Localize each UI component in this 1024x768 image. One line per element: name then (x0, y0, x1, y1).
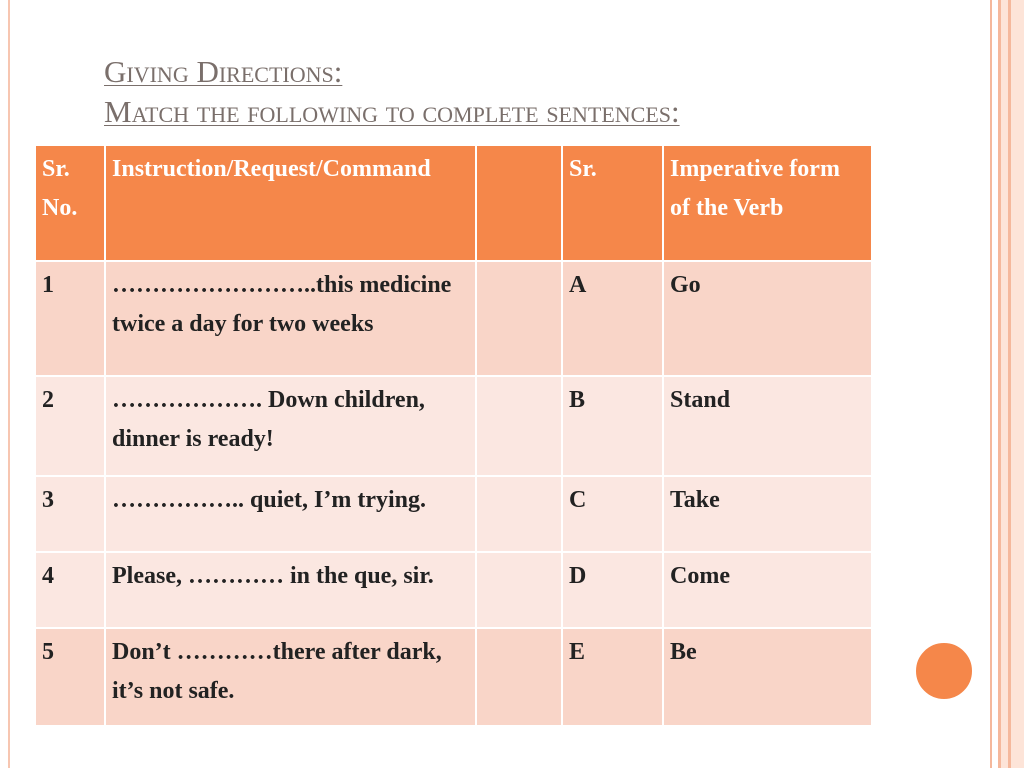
row-sentence: Don’t …………there after dark, it’s not safe. (105, 628, 476, 726)
row-verb: Be (663, 628, 872, 726)
row-number: 2 (35, 376, 105, 476)
row-letter: B (562, 376, 663, 476)
row-verb: Come (663, 552, 872, 628)
table-row (35, 261, 872, 376)
row-letter: C (562, 476, 663, 552)
header-verb: Imperative form of the Verb (663, 145, 872, 261)
table-row (35, 552, 872, 628)
table-row (35, 628, 872, 726)
slide-title (104, 52, 864, 132)
table-header-row (35, 145, 872, 261)
row-sentence: ………………. Down children, dinner is ready! (105, 376, 476, 476)
row-number: 1 (35, 261, 105, 376)
row-number: 4 (35, 552, 105, 628)
title-line-1: Giving Directions: (104, 54, 343, 89)
row-sentence: Please, ………… in the que, sir. (105, 552, 476, 628)
right-border-stripes (984, 0, 1024, 768)
row-blank (476, 552, 562, 628)
table-row (35, 476, 872, 552)
row-blank (476, 376, 562, 476)
header-sr: Sr. (562, 145, 663, 261)
row-sentence: …………….. quiet, I’m trying. (105, 476, 476, 552)
header-instruction: Instruction/Request/Command (105, 145, 476, 261)
left-border-line (8, 0, 10, 768)
row-number: 3 (35, 476, 105, 552)
row-letter: E (562, 628, 663, 726)
row-sentence: ……………………..this medicine twice a day for two weeks (105, 261, 476, 376)
matching-table (34, 144, 873, 727)
row-letter: A (562, 261, 663, 376)
row-blank (476, 628, 562, 726)
row-blank (476, 261, 562, 376)
row-number: 5 (35, 628, 105, 726)
header-sr-no: Sr. No. (35, 145, 105, 261)
row-blank (476, 476, 562, 552)
row-letter: D (562, 552, 663, 628)
row-verb: Stand (663, 376, 872, 476)
table-row (35, 376, 872, 476)
row-verb: Take (663, 476, 872, 552)
row-verb: Go (663, 261, 872, 376)
title-line-2: Match the following to complete sentences: (104, 94, 680, 129)
header-blank (476, 145, 562, 261)
decorative-orange-circle (913, 640, 975, 702)
